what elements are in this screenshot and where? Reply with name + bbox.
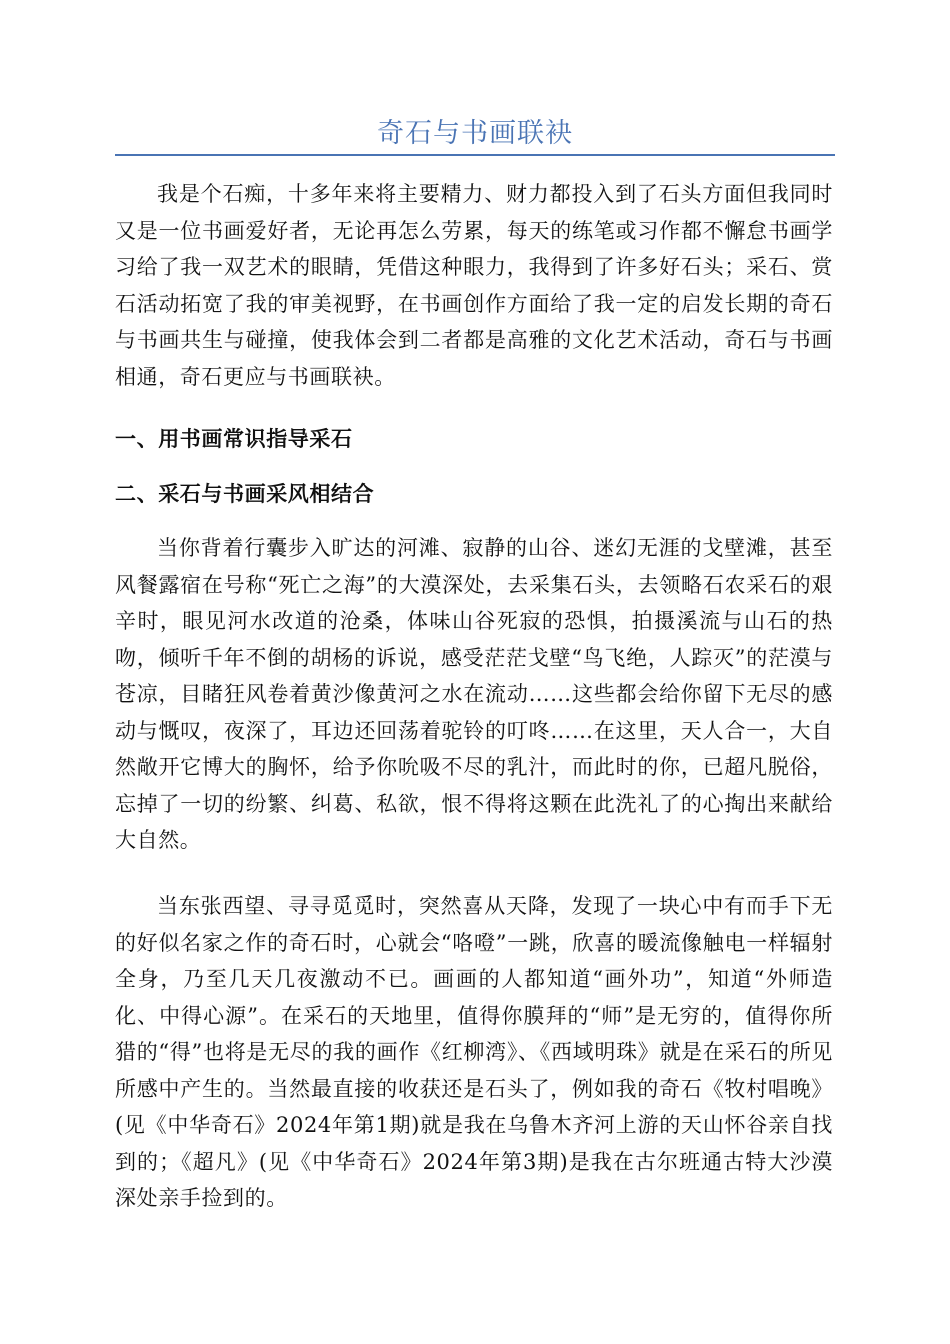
title-underline xyxy=(115,154,835,156)
section-heading-1: 一、用书画常识指导采石 xyxy=(115,427,353,451)
section-heading-2: 二、采石与书画采风相结合 xyxy=(115,482,375,506)
document-title: 奇石与书画联袂 xyxy=(377,118,573,149)
section2-paragraph-2: 当东张西望、寻寻觅觅时，突然喜从天降，发现了一块心中有而手下无的好似名家之作的奇石时，心就会“咯噔”一跳，欣喜的暖流像触电一样辐射全身，乃至几天几夜激动不已。画画的人都知道“画外功”，知道“外师造化、中得心源”。在采石的天地里，值得你膜拜的“师”是无穷的，值得你所猎的“得”也将是无尽的我的画作《红柳湾》、《西域明珠》就是在采石的所见所感中产生的。当然最直接的收获还是石头了，例如我的奇石《牧村唱晚》(见《中华奇石》2024年第1期)就是我在乌鲁木齐河上游的天山怀谷亲自找到的；《超凡》(见《中华奇石》2024年第3期)是我在古尔班通古特大沙漠深处亲手捡到的。 xyxy=(115,894,833,1210)
intro-paragraph: 我是个石痴，十多年来将主要精力、财力都投入到了石头方面但我同时又是一位书画爱好者，无论再怎么劳累，每天的练笔或习作都不懈怠书画学习给了我一双艺术的眼睛，凭借这种眼力，我得到了许多好石头；采石、赏石活动拓宽了我的审美视野，在书画创作方面给了我一定的启发长期的奇石与书画共生与碰撞，使我体会到二者都是高雅的文化艺术活动，奇石与书画相通，奇石更应与书画联袂。 xyxy=(115,182,833,389)
section2-paragraph-1: 当你背着行囊步入旷达的河滩、寂静的山谷、迷幻无涯的戈壁滩，甚至风餐露宿在号称“死亡之海”的大漠深处，去采集石头，去领略石农采石的艰辛时，眼见河水改道的沧桑，体味山谷死寂的恐惧，拍摄溪流与山石的热吻，倾听千年不倒的胡杨的诉说，感受茫茫戈壁“鸟飞绝，人踪灭”的茫漠与苍凉，目睹狂风卷着黄沙像黄河之水在流动……这些都会给你留下无尽的感动与慨叹，夜深了，耳边还回荡着驼铃的叮咚……在这里，天人合一，大自然敞开它博大的胸怀，给予你吮吸不尽的乳汁，而此时的你，已超凡脱俗，忘掉了一切的纷繁、纠葛、私欲，恨不得将这颗在此洗礼了的心掏出来献给大自然。 xyxy=(115,536,833,852)
